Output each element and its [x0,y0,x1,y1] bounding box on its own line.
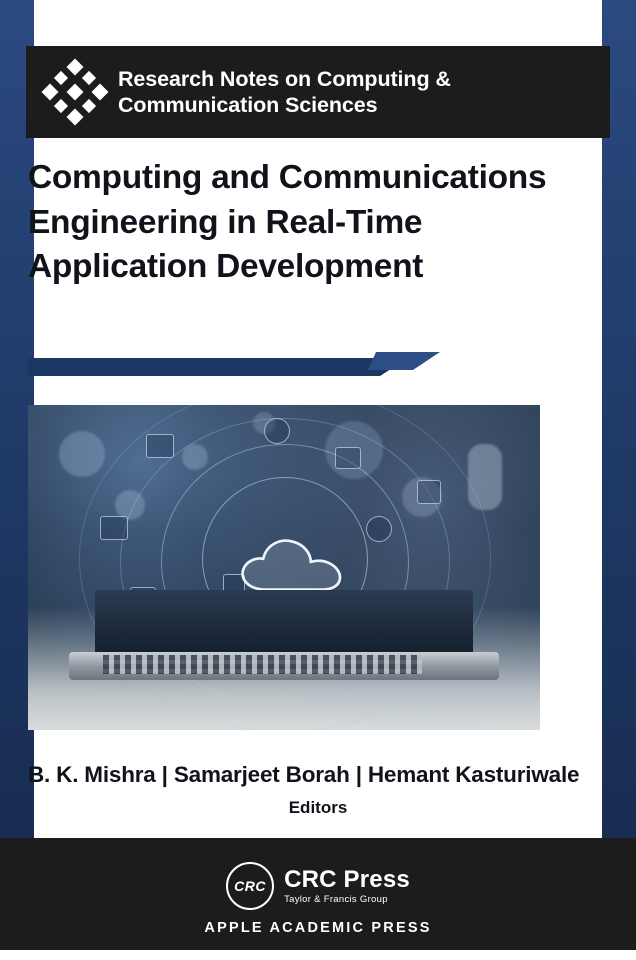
diamond-cross-icon [36,53,114,131]
laptop-screen [95,590,473,652]
crc-seal-icon: CRC [226,862,274,910]
cover-artwork [28,405,540,730]
book-title-line-3: Application Development [28,248,424,286]
laptop-illustration [69,590,499,697]
footer-left-cap [0,838,34,960]
series-header [26,46,610,138]
publisher-footer [0,838,636,960]
bottom-margin [0,950,636,960]
book-title-line-2: Engineering in Real-Time [28,203,423,241]
document-icon [335,447,361,469]
book-title-line-1: Computing and Communications [28,159,547,196]
editors-label: Editors [288,798,348,817]
imprint-name: APPLE ACADEMIC PRESS [204,920,432,936]
footer-right-cap [602,838,636,960]
series-title-line-1: Research Notes on Computing & [118,66,451,91]
series-title [114,66,598,118]
book-title [28,156,614,290]
publisher-name: CRC Press [284,865,410,893]
network-icon [264,418,290,444]
series-title-line-2: Communication Sciences [118,93,378,117]
server-icon [417,480,441,504]
crc-press-logo [226,862,410,910]
laptop-keyboard [103,655,421,674]
editors-names: B. K. Mishra | Samarjeet Borah | Hemant Kasturiwale [28,762,580,787]
database-icon [100,516,128,540]
publisher-tagline: Taylor & Francis Group [284,894,388,906]
bokeh-light [59,431,105,477]
monitor-icon [146,434,174,458]
chevron-divider [28,352,440,382]
